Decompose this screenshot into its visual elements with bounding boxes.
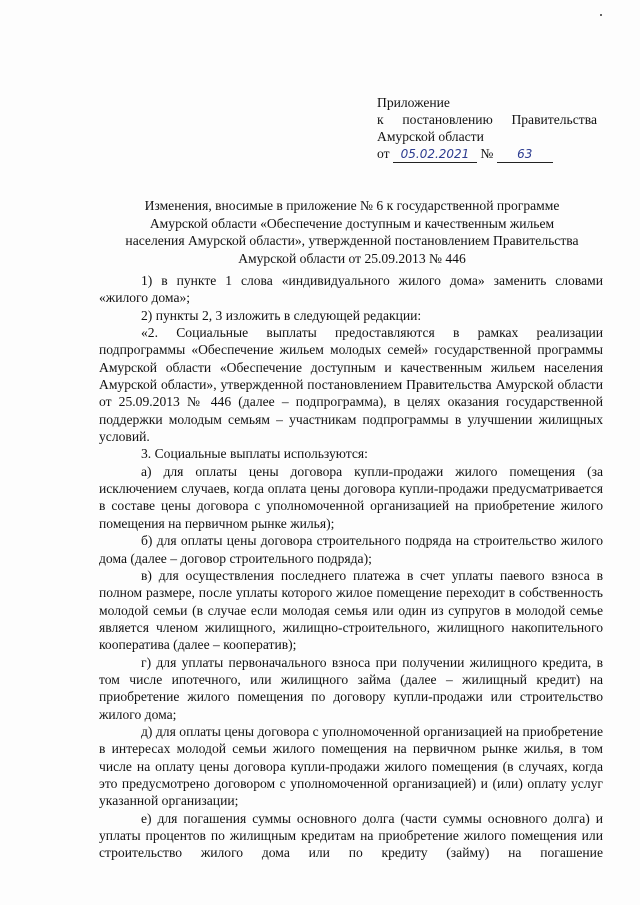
- title-line-1: Изменения, вносимые в приложение № 6 к государственной программе: [144, 198, 560, 213]
- paragraph-sub-b: б) для оплаты цены договора строительного подряда на строительство жилого дома (далее – договор строительного подряда);: [99, 533, 603, 566]
- handwritten-date: 05.02.2021: [393, 147, 477, 163]
- region-name: Амурской области: [377, 129, 484, 144]
- paragraph-clause-2: «2. Социальные выплаты предоставляются в рамках реализации подпрограммы «Обеспечение жильем молодых семей» государственной программы Амурской области «Обеспечение доступным и качественным жильем населения Амурской области», утвержденной постановлением Правительства Амурской области от 25.09.2013 № 446 (далее – подпрограмма), в целях оказания государственной поддержки молодым семьям – участникам подпрограммы в улучшении жилищных условий.: [99, 325, 603, 445]
- scan-speck: [600, 14, 602, 16]
- date-number-line: [377, 145, 617, 163]
- paragraph-item-2: 2) пункты 2, 3 изложить в следующей редакции:: [141, 307, 422, 323]
- paragraph-sub-e: е) для погашения суммы основного долга (части суммы основного долга) и уплаты процентов по жилищным кредитам на приобретение жилого помещения или строительство жилого дома или по кредиту (займу) на погашение: [99, 810, 603, 861]
- paragraph-sub-v: в) для осуществления последнего платежа в счет уплаты паевого взноса в полном размере, после уплаты которого жилое помещение переходит в собственность молодой семьи (в случае если молодая семья или один из супругов в молодой семье является членом жилищного, жилищно-строительного, жилищного накопительного кооператива (далее – кооператив);: [99, 567, 603, 653]
- appendix-header: [377, 94, 617, 163]
- document-body: [99, 272, 603, 862]
- paragraph-sub-d: д) для оплаты цены договора с уполномоченной организацией на приобретение в интересах молодой семьи жилого помещения на первичном рынке жилья, в том числе на оплату цены договора купли-продажи жилого помещения (в случаях, когда это предусмотрено договором с уполномоченной организацией) и (или) оплату услуг указанной организации;: [99, 723, 603, 809]
- title-line-3: населения Амурской области», утвержденной постановлением Правительства: [125, 233, 579, 249]
- resolution-word-to: к: [377, 112, 384, 127]
- resolution-word: постановлению: [402, 112, 493, 127]
- appendix-label: Приложение: [377, 95, 450, 110]
- paragraph-clause-3: 3. Социальные выплаты используются:: [141, 446, 368, 462]
- title-line-2: Амурской области «Обеспечение доступным и качественным жильем: [149, 215, 555, 231]
- document-title: [100, 197, 604, 267]
- paragraph-sub-g: г) для уплаты первоначального взноса при получении жилищного кредита, в том числе ипотечного, или жилищного займа (далее – жилищный кредит) на приобретение жилого помещения по договору купли-продажи или строительство жилого дома;: [99, 654, 603, 722]
- title-line-4: Амурской области от 25.09.2013 № 446: [238, 250, 466, 266]
- number-label: №: [480, 146, 494, 161]
- from-label: от: [377, 146, 390, 161]
- paragraph-sub-a: а) для оплаты цены договора купли-продажи жилого помещения (за исключением случаев, когда оплата цены договора купли-продажи предусматривается в составе цены договора с уполномоченной организацией на приобретение жилого помещения на первичном рынке жилья);: [99, 463, 603, 531]
- handwritten-number: 63: [497, 147, 553, 163]
- paragraph-item-1: 1) в пункте 1 слова «индивидуального жилого дома» заменить словами «жилого дома»;: [99, 273, 603, 306]
- government-word: Правительства: [511, 112, 597, 127]
- resolution-reference: [377, 111, 597, 128]
